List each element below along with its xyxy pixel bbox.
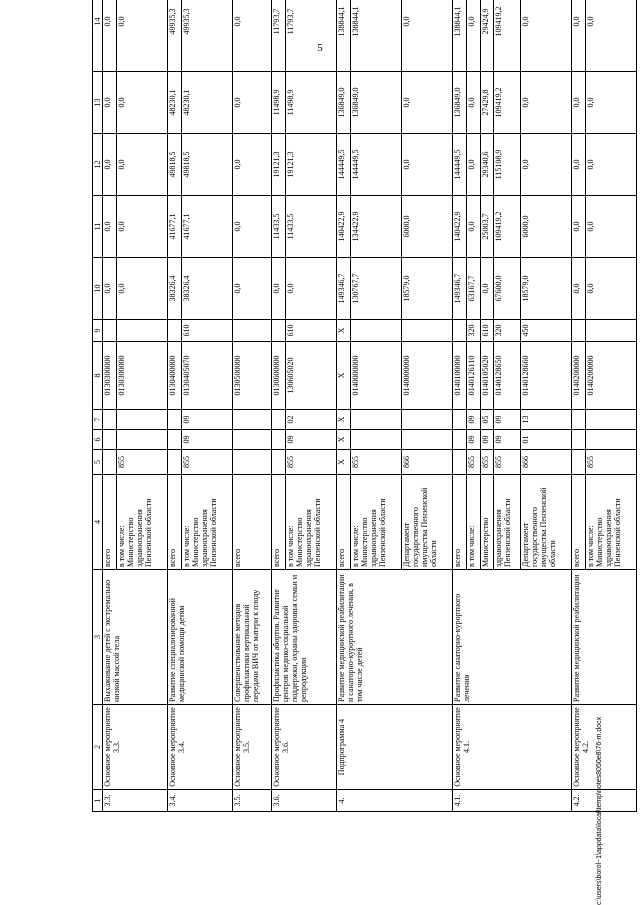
value-cell: 49818,5 — [181, 134, 232, 196]
value-cell: 855 — [181, 450, 232, 475]
value-cell — [271, 430, 285, 450]
row-title: Развитие санаторно-курортного лечения — [452, 570, 571, 705]
funding-source: всего — [271, 475, 285, 570]
value-cell: 0,0 — [401, 0, 452, 72]
value-cell: 0,0 — [271, 258, 285, 320]
value-cell: 0,0 — [585, 72, 636, 134]
value-cell — [103, 320, 117, 342]
value-cell: 138844,1 — [350, 0, 401, 72]
value-cell — [233, 430, 272, 450]
funding-source: всего — [336, 475, 350, 570]
value-cell: 0,0 — [480, 258, 494, 320]
value-cell: 0,0 — [233, 0, 272, 72]
value-cell: 09 — [181, 430, 232, 450]
table-header-row — [93, 0, 103, 812]
header-cell: 11 — [93, 196, 103, 258]
funding-source: в том числе: Министерство здравоохранения Пензенской области — [585, 475, 636, 570]
value-cell: 144449,5 — [350, 134, 401, 196]
value-cell: 0130400000 — [168, 342, 182, 410]
value-cell — [233, 320, 272, 342]
value-cell — [271, 450, 285, 475]
value-cell: 0140128660 — [520, 342, 571, 410]
value-cell: 0,0 — [585, 134, 636, 196]
value-cell: 38326,4 — [168, 258, 182, 320]
value-cell: 0,0 — [466, 134, 480, 196]
budget-table — [92, 0, 637, 812]
value-cell: 29424,9 — [480, 0, 494, 72]
value-cell: 0,0 — [233, 258, 272, 320]
header-cell: 7 — [93, 410, 103, 430]
row-type: Основное мероприятие 3.3. — [103, 705, 168, 790]
header-cell: 3 — [93, 570, 103, 705]
value-cell: 67600,0 — [494, 258, 520, 320]
value-cell: 0,0 — [571, 0, 585, 72]
value-cell: 49935,3 — [168, 0, 182, 72]
value-cell: 0140000000 — [401, 342, 452, 410]
value-cell: 09 — [466, 410, 480, 430]
value-cell: 6000,0 — [520, 196, 571, 258]
value-cell: 0,0 — [103, 258, 117, 320]
value-cell: 41677,1 — [168, 196, 182, 258]
value-cell: 25003,7 — [480, 196, 494, 258]
value-cell: 0,0 — [585, 258, 636, 320]
value-cell: 05 — [480, 410, 494, 430]
row-title: Развитие медицинской реабилитации и санаторно-курортного лечения, в том числе детей — [336, 570, 452, 705]
row-number: 3.6. — [271, 790, 336, 812]
value-cell: 450 — [520, 320, 571, 342]
value-cell: 0,0 — [233, 72, 272, 134]
value-cell: 0140200000 — [585, 342, 636, 410]
row-number: 3.3. — [103, 790, 168, 812]
header-cell: 5 — [93, 450, 103, 475]
row-title: Совершенствование методов профилактики вертикальной передачи ВИЧ от матери к плоду — [233, 570, 272, 705]
value-cell: 19121,3 — [271, 134, 285, 196]
value-cell — [103, 430, 117, 450]
value-cell: 29340,6 — [480, 134, 494, 196]
value-cell: 0130300000 — [116, 342, 167, 410]
funding-source: в том числе: Министерство здравоохранения Пензенской области — [116, 475, 167, 570]
header-cell: 8 — [93, 342, 103, 410]
funding-source: Департамент государственного имущества Пензенской области — [520, 475, 571, 570]
value-cell — [350, 430, 401, 450]
value-cell: 0,0 — [466, 72, 480, 134]
value-cell — [116, 410, 167, 430]
table-row — [452, 0, 466, 812]
row-type: Основное мероприятие 3.4. — [168, 705, 233, 790]
value-cell: 0,0 — [103, 0, 117, 72]
value-cell: X — [336, 342, 350, 410]
value-cell: 09 — [480, 430, 494, 450]
table-row — [336, 0, 350, 812]
value-cell — [571, 430, 585, 450]
value-cell: 0,0 — [116, 0, 167, 72]
value-cell: 11793,7 — [285, 0, 336, 72]
value-cell: 855 — [285, 450, 336, 475]
footer-file-path: c:\users\borol~1\appdata\local\temp\notes8050e8\76-m.docx — [596, 716, 603, 905]
table-row — [271, 0, 285, 812]
value-cell: 09 — [181, 410, 232, 430]
value-cell: 0,0 — [466, 0, 480, 72]
funding-source: всего — [571, 475, 585, 570]
value-cell: 0140128650 — [494, 342, 520, 410]
value-cell: 0,0 — [571, 72, 585, 134]
value-cell: 855 — [350, 450, 401, 475]
value-cell: 49935,3 — [181, 0, 232, 72]
funding-source: всего — [233, 475, 272, 570]
row-number: 4.2. — [571, 790, 636, 812]
value-cell — [401, 410, 452, 430]
value-cell: 136849,0 — [336, 72, 350, 134]
row-number: 3.5. — [233, 790, 272, 812]
row-type: Основное мероприятие 4.2. — [571, 705, 636, 790]
value-cell — [233, 410, 272, 430]
value-cell: 0,0 — [103, 72, 117, 134]
value-cell: 0,0 — [233, 196, 272, 258]
value-cell: 27429,8 — [480, 72, 494, 134]
value-cell: X — [336, 450, 350, 475]
value-cell: 610 — [181, 320, 232, 342]
value-cell: 0,0 — [585, 196, 636, 258]
row-title: Профилактика абортов. Развитие центров медико-социальной поддержки, охраны здоровья семьи и репродукции — [271, 570, 336, 705]
value-cell: 0,0 — [233, 134, 272, 196]
value-cell: 0140105020 — [480, 342, 494, 410]
value-cell: 134422,9 — [350, 196, 401, 258]
value-cell: 0140100000 — [452, 342, 466, 410]
row-number: 4. — [336, 790, 452, 812]
value-cell: 855 — [494, 450, 520, 475]
header-cell: 4 — [93, 475, 103, 570]
value-cell: 19121,3 — [285, 134, 336, 196]
value-cell: 0,0 — [520, 134, 571, 196]
value-cell: 0130300000 — [103, 342, 117, 410]
value-cell: 49818,5 — [168, 134, 182, 196]
row-number: 4.1. — [452, 790, 571, 812]
value-cell: 866 — [520, 450, 571, 475]
header-cell: 1 — [93, 790, 103, 812]
value-cell: 855 — [585, 450, 636, 475]
value-cell — [116, 320, 167, 342]
value-cell: 0,0 — [116, 196, 167, 258]
value-cell: 144449,5 — [452, 134, 466, 196]
table-row — [571, 0, 585, 812]
value-cell: 320 — [466, 320, 480, 342]
value-cell: 0,0 — [520, 0, 571, 72]
value-cell: 38326,4 — [181, 258, 232, 320]
funding-source: Департамент государственного имущества Пензенской области — [401, 475, 452, 570]
value-cell: 09 — [466, 430, 480, 450]
funding-source: здравоохранения Пензенской области — [494, 475, 520, 570]
value-cell: 130605020 — [285, 342, 336, 410]
value-cell: 11498,9 — [271, 72, 285, 134]
row-type: Основное мероприятие 3.5. — [233, 705, 272, 790]
row-title: Развитие медицинской реабилитации — [571, 570, 636, 705]
value-cell: 320 — [494, 320, 520, 342]
value-cell — [168, 320, 182, 342]
value-cell: 130767,7 — [350, 258, 401, 320]
value-cell: 149346,7 — [336, 258, 350, 320]
value-cell: 0,0 — [401, 72, 452, 134]
header-cell: 6 — [93, 430, 103, 450]
value-cell — [103, 450, 117, 475]
value-cell: X — [336, 410, 350, 430]
value-cell — [401, 430, 452, 450]
header-cell: 13 — [93, 72, 103, 134]
value-cell — [350, 320, 401, 342]
page-number: 5 — [317, 42, 323, 54]
value-cell: 866 — [401, 450, 452, 475]
value-cell: 11793,7 — [271, 0, 285, 72]
header-cell: 9 — [93, 320, 103, 342]
row-type: Основное мероприятие 4.1. — [452, 705, 571, 790]
value-cell: 09 — [285, 430, 336, 450]
value-cell — [585, 320, 636, 342]
value-cell: 138844,1 — [452, 0, 466, 72]
value-cell: 136849,0 — [350, 72, 401, 134]
row-type: Подпрограмма 4 — [336, 705, 452, 790]
header-cell: 10 — [93, 258, 103, 320]
value-cell — [401, 320, 452, 342]
value-cell: 09 — [494, 410, 520, 430]
value-cell — [571, 320, 585, 342]
value-cell — [452, 320, 466, 342]
table-row — [168, 0, 182, 812]
row-title: Развитие специализированной медицинской помощи детям — [168, 570, 233, 705]
value-cell: 11498,9 — [285, 72, 336, 134]
value-cell: 0140000000 — [350, 342, 401, 410]
value-cell: 11433,5 — [285, 196, 336, 258]
value-cell: 610 — [285, 320, 336, 342]
value-cell: 0,0 — [401, 134, 452, 196]
header-cell: 12 — [93, 134, 103, 196]
header-cell: 2 — [93, 705, 103, 790]
value-cell: 41677,1 — [181, 196, 232, 258]
row-type: Основное мероприятие 3.6. — [271, 705, 336, 790]
value-cell: 63167,7 — [466, 258, 480, 320]
value-cell — [571, 410, 585, 430]
value-cell: 855 — [116, 450, 167, 475]
table-row — [233, 0, 272, 812]
value-cell: 136849,0 — [452, 72, 466, 134]
value-cell: 48230,1 — [181, 72, 232, 134]
funding-source: всего — [452, 475, 466, 570]
rotated-table-wrapper — [92, 6, 637, 812]
value-cell: 0,0 — [103, 196, 117, 258]
value-cell: 0,0 — [116, 134, 167, 196]
value-cell: 140422,9 — [452, 196, 466, 258]
value-cell: 149346,7 — [452, 258, 466, 320]
header-cell: 14 — [93, 0, 103, 72]
value-cell: 0,0 — [571, 258, 585, 320]
value-cell: 18579,0 — [401, 258, 452, 320]
value-cell — [585, 430, 636, 450]
value-cell: X — [336, 320, 350, 342]
value-cell — [271, 410, 285, 430]
value-cell: 0140200000 — [571, 342, 585, 410]
value-cell: 0130600000 — [271, 342, 285, 410]
value-cell — [452, 450, 466, 475]
value-cell: 144449,5 — [336, 134, 350, 196]
value-cell: 0,0 — [103, 134, 117, 196]
value-cell: 0,0 — [520, 72, 571, 134]
row-number: 3.4. — [168, 790, 233, 812]
funding-source: в том числе: Министерство здравоохранения Пензенской области — [285, 475, 336, 570]
value-cell — [271, 320, 285, 342]
value-cell: 0,0 — [116, 72, 167, 134]
value-cell: X — [336, 430, 350, 450]
value-cell — [452, 410, 466, 430]
value-cell — [233, 450, 272, 475]
value-cell: 610 — [480, 320, 494, 342]
value-cell — [571, 450, 585, 475]
table-row — [103, 0, 117, 812]
funding-source: всего — [103, 475, 117, 570]
value-cell — [452, 430, 466, 450]
value-cell: 0130405070 — [181, 342, 232, 410]
funding-source: в том числе: — [466, 475, 480, 570]
value-cell: 0,0 — [585, 0, 636, 72]
value-cell: 115108,9 — [494, 134, 520, 196]
value-cell — [116, 430, 167, 450]
value-cell — [168, 450, 182, 475]
value-cell: 0,0 — [116, 258, 167, 320]
value-cell: 13 — [520, 410, 571, 430]
value-cell: 0,0 — [571, 134, 585, 196]
value-cell: 109419,2 — [494, 0, 520, 72]
funding-source: всего — [168, 475, 182, 570]
value-cell: 02 — [285, 410, 336, 430]
row-title: Выхаживание детей с экстремально низкой массой тела — [103, 570, 168, 705]
value-cell: 0140126110 — [466, 342, 480, 410]
value-cell: 01 — [520, 430, 571, 450]
funding-source: в том числе: Министерство здравоохранения Пензенской области — [350, 475, 401, 570]
value-cell: 109419,2 — [494, 72, 520, 134]
value-cell — [103, 410, 117, 430]
value-cell: 48230,1 — [168, 72, 182, 134]
value-cell — [168, 410, 182, 430]
value-cell: 855 — [480, 450, 494, 475]
funding-source: в том числе: Министерство здравоохранения Пензенской области — [181, 475, 232, 570]
value-cell: 140422,9 — [336, 196, 350, 258]
value-cell: 18579,0 — [520, 258, 571, 320]
value-cell: 109419,2 — [494, 196, 520, 258]
value-cell: 0130500000 — [233, 342, 272, 410]
value-cell — [350, 410, 401, 430]
value-cell — [168, 430, 182, 450]
value-cell: 0,0 — [571, 196, 585, 258]
value-cell — [585, 410, 636, 430]
value-cell: 6000,0 — [401, 196, 452, 258]
value-cell: 11433,5 — [271, 196, 285, 258]
value-cell: 138844,1 — [336, 0, 350, 72]
value-cell: 0,0 — [285, 258, 336, 320]
value-cell: 09 — [494, 430, 520, 450]
value-cell: 855 — [466, 450, 480, 475]
funding-source: Министерство — [480, 475, 494, 570]
value-cell: 0,0 — [466, 196, 480, 258]
